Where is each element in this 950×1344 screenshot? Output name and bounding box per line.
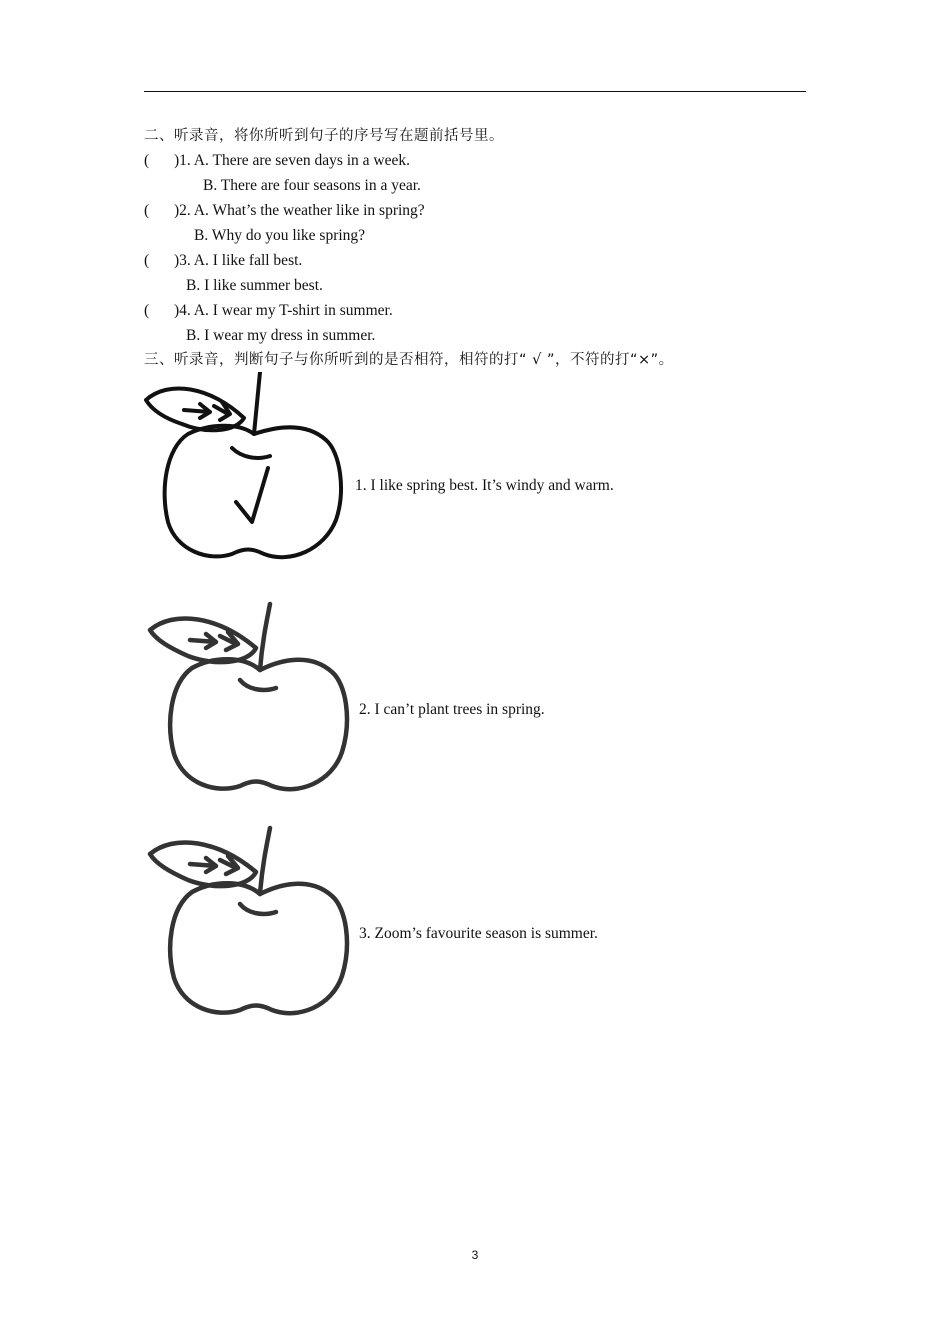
section2-heading: 二、听录音，将你所听到句子的序号写在题前括号里。 — [144, 128, 504, 144]
q4-option-a: )4. A. I wear my T-shirt in summer. — [174, 302, 393, 319]
judge-item-1: 1. I like spring best. It’s windy and warm. — [355, 477, 614, 494]
q3-option-b: B. I like summer best. — [186, 277, 323, 294]
q3-paren: ( — [144, 252, 150, 269]
q4-paren: ( — [144, 302, 150, 319]
q1-option-b: B. There are four seasons in a year. — [203, 177, 421, 194]
q2-option-a: )2. A. What’s the weather like in spring? — [174, 202, 425, 219]
judge-item-2: 2. I can’t plant trees in spring. — [359, 701, 545, 718]
header-rule — [144, 91, 806, 92]
q3-option-a: )3. A. I like fall best. — [174, 252, 303, 269]
apple-icon-1 — [140, 372, 352, 568]
section3-heading: 三、听录音，判断句子与你所听到的是否相符，相符的打“ √ ”，不符的打“×”。 — [144, 352, 674, 368]
apple-icon-2 — [144, 600, 354, 798]
q4-option-b: B. I wear my dress in summer. — [186, 327, 376, 344]
q2-option-b: B. Why do you like spring? — [194, 227, 366, 244]
judge-item-3: 3. Zoom’s favourite season is summer. — [359, 925, 598, 942]
page-number: 3 — [471, 1248, 479, 1262]
q1-option-a: )1. A. There are seven days in a week. — [174, 152, 410, 169]
q2-paren: ( — [144, 202, 150, 219]
q1-paren: ( — [144, 152, 150, 169]
apple-icon-3 — [144, 824, 354, 1022]
